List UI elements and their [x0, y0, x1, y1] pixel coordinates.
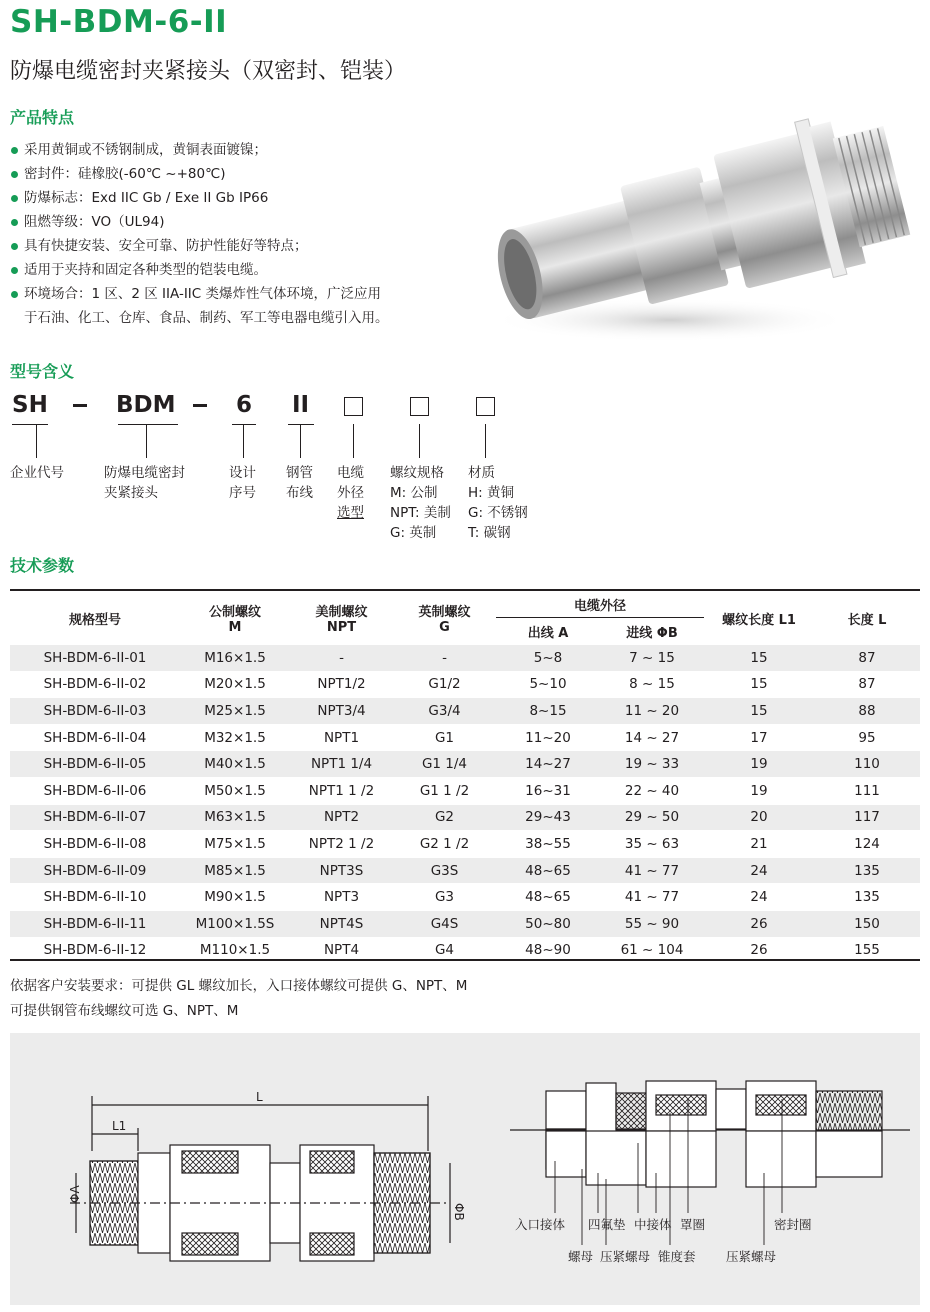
- table-cell: M90×1.5: [204, 889, 266, 906]
- leader-line: [300, 424, 301, 458]
- model-box-cable: [344, 397, 363, 416]
- part-label-press-nut: 压紧螺母: [600, 1249, 651, 1264]
- table-cell: 5~8: [496, 645, 600, 671]
- leader-line: [146, 424, 147, 458]
- table-cell: 16~31: [525, 782, 571, 799]
- model-part-company: SH: [12, 392, 48, 418]
- table-row: [10, 645, 920, 671]
- table-cell: 24: [704, 858, 814, 884]
- feature-item: 适用于夹持和固定各种类型的铠装电缆。: [10, 258, 480, 282]
- product-model-title: SH-BDM-6-II: [10, 4, 228, 40]
- table-cell: 15: [704, 698, 814, 724]
- table-row: [10, 858, 920, 884]
- table-cell: 95: [858, 729, 876, 746]
- th-in-b: 进线 ΦB: [600, 619, 704, 645]
- part-label-nut: 螺母: [568, 1249, 594, 1264]
- th-g: 英制螺纹 G: [393, 592, 496, 644]
- note-line: 可提供钢管布线螺纹可选 G、NPT、M: [10, 1003, 239, 1019]
- technical-drawing-panel: [10, 1033, 920, 1305]
- leader-line: [36, 424, 37, 458]
- feature-item: 防爆标志：Exd IIC Gb / Exe II Gb IP66: [10, 186, 480, 210]
- table-cell: SH-BDM-6-II-10: [43, 889, 147, 906]
- th-l: 长度 L: [814, 592, 920, 644]
- table-cell: 61 ~ 104: [620, 942, 684, 959]
- model-dash: [193, 404, 207, 407]
- table-cell: NPT2 1 /2: [308, 835, 375, 852]
- model-label-name: 防爆电缆密封 夹紧接头: [104, 465, 185, 501]
- table-cell: 15: [704, 645, 814, 671]
- table-cell: 8~15: [496, 698, 600, 724]
- feature-item: 密封件：硅橡胶(-60℃ ~+80℃): [10, 162, 480, 186]
- leader-line: [288, 424, 314, 425]
- table-cell: 38~55: [525, 835, 571, 852]
- dim-label-L1: L1: [112, 1119, 127, 1133]
- leader-line: [243, 424, 244, 458]
- section-features-heading: 产品特点: [10, 108, 75, 127]
- table-cell: NPT1: [323, 729, 360, 746]
- feature-item: 具有快捷安装、安全可靠、防护性能好等特点；: [10, 234, 480, 258]
- table-cell: 20: [704, 805, 814, 831]
- leader-line: [118, 424, 178, 425]
- table-cell: 11 ~ 20: [600, 698, 704, 724]
- th-spec: 规格型号: [10, 592, 180, 644]
- section-tech-heading: 技术参数: [10, 556, 75, 575]
- th-cable-od: 电缆外径: [496, 592, 704, 618]
- table-cell: G3S: [393, 858, 496, 884]
- note-line: 依据客户安装要求：可提供 GL 螺纹加长，入口接体螺纹可提供 G、NPT、M: [10, 978, 468, 994]
- model-part-name: BDM: [116, 392, 176, 418]
- part-label-inlet: 入口接体: [515, 1217, 566, 1232]
- feature-item-continued: 于石油、化工、仓库、食品、制药、军工等电器电缆引入用。: [24, 310, 389, 326]
- table-cell: M63×1.5: [180, 805, 290, 831]
- model-part-conduit: II: [292, 392, 310, 418]
- table-row: [10, 831, 920, 857]
- table-cell: 29~43: [496, 805, 600, 831]
- table-cell: -: [393, 645, 496, 671]
- model-label-conduit: 钢管 布线: [286, 465, 313, 501]
- table-cell: SH-BDM-6-II-02: [43, 676, 147, 693]
- table-cell: G3/4: [393, 698, 496, 724]
- table-cell: G1/2: [428, 676, 461, 693]
- table-cell: M110×1.5: [199, 942, 271, 959]
- table-cell: 35 ~ 63: [624, 835, 680, 852]
- table-cell: 88: [814, 698, 920, 724]
- feature-item: 阻燃等级：VO（UL94): [10, 210, 480, 234]
- table-cell: SH-BDM-6-II-04: [43, 729, 147, 746]
- model-label-design: 设计 序号: [229, 465, 256, 501]
- table-cell: 55 ~ 90: [600, 911, 704, 937]
- spec-table-body: [10, 645, 920, 963]
- part-label-cone: 锥度套: [658, 1249, 696, 1264]
- table-cell: 7 ~ 15: [600, 645, 704, 671]
- table-cell: 24: [750, 889, 768, 906]
- table-cell: 87: [814, 645, 920, 671]
- dim-label-phiA: ΦA: [68, 1185, 82, 1203]
- table-cell: 50~80: [496, 911, 600, 937]
- table-cell: 22 ~ 40: [624, 782, 680, 799]
- table-cell: M20×1.5: [204, 676, 266, 693]
- table-cell: G2 1 /2: [419, 835, 470, 852]
- table-cell: M32×1.5: [204, 729, 266, 746]
- table-cell: NPT3S: [290, 858, 393, 884]
- table-cell: SH-BDM-6-II-06: [43, 782, 147, 799]
- table-cell: G1: [434, 729, 455, 746]
- table-cell: NPT3/4: [290, 698, 393, 724]
- table-cell: SH-BDM-6-II-01: [10, 645, 180, 671]
- table-cell: M85×1.5: [180, 858, 290, 884]
- table-cell: 21: [750, 835, 768, 852]
- table-cell: 26: [704, 911, 814, 937]
- leader-line: [485, 424, 486, 458]
- table-cell: 41 ~ 77: [624, 889, 680, 906]
- table-cell: 110: [814, 751, 920, 777]
- th-l1: 螺纹长度 L1: [704, 592, 814, 644]
- table-cell: SH-BDM-6-II-08: [43, 835, 147, 852]
- model-dash: [73, 404, 87, 407]
- table-cell: 87: [858, 676, 876, 693]
- product-photo: [470, 88, 925, 350]
- spec-table: [10, 591, 920, 964]
- table-cell: 26: [750, 942, 768, 959]
- th-npt: 美制螺纹 NPT: [290, 592, 393, 644]
- feature-list: [10, 138, 480, 330]
- table-row: [10, 778, 920, 804]
- leader-line: [419, 424, 420, 458]
- table-cell: 150: [814, 911, 920, 937]
- table-cell: NPT1/2: [317, 676, 366, 693]
- th-metric: 公制螺纹 M: [180, 592, 290, 644]
- table-cell: M40×1.5: [180, 751, 290, 777]
- table-cell: 15: [750, 676, 768, 693]
- model-label-cable: 电缆 外径 选型: [337, 465, 364, 521]
- part-label-cap: 罩圈: [680, 1217, 706, 1232]
- table-cell: SH-BDM-6-II-11: [10, 911, 180, 937]
- table-cell: 124: [854, 835, 880, 852]
- part-label-middle: 中接体: [634, 1217, 672, 1232]
- table-cell: 11~20: [525, 729, 571, 746]
- table-row: [10, 751, 920, 777]
- table-cell: G1 1 /2: [419, 782, 470, 799]
- table-cell: 14~27: [496, 751, 600, 777]
- table-cell: 48~90: [525, 942, 571, 959]
- table-cell: NPT4S: [290, 911, 393, 937]
- product-subtitle: 防爆电缆密封夹紧接头（双密封、铠装）: [10, 59, 407, 84]
- table-cell: 155: [854, 942, 880, 959]
- model-box-material: [476, 397, 495, 416]
- table-cell: M50×1.5: [204, 782, 266, 799]
- table-row: [10, 884, 920, 910]
- assembly-drawing: [10, 1033, 920, 1305]
- table-cell: NPT4: [323, 942, 360, 959]
- section-model-heading: 型号含义: [10, 362, 75, 381]
- table-row: [10, 672, 920, 698]
- dim-label-phiB: ΦB: [452, 1203, 466, 1221]
- table-cell: 19: [704, 751, 814, 777]
- table-cell: 8 ~ 15: [629, 676, 675, 693]
- table-cell: SH-BDM-6-II-12: [43, 942, 147, 959]
- part-label-press-nut-2: 压紧螺母: [726, 1249, 777, 1264]
- table-cell: G2: [393, 805, 496, 831]
- table-cell: 135: [854, 889, 880, 906]
- model-label-material: 材质 H: 黄铜 G: 不锈钢 T: 碳钢: [468, 465, 528, 541]
- table-cell: 14 ~ 27: [624, 729, 680, 746]
- part-label-seal: 密封圈: [774, 1217, 812, 1232]
- part-label-ptfe-washer: 四氟垫: [588, 1217, 626, 1232]
- model-label-company: 企业代号: [10, 465, 64, 481]
- table-cell: 117: [814, 805, 920, 831]
- table-cell: SH-BDM-6-II-03: [10, 698, 180, 724]
- table-cell: M25×1.5: [180, 698, 290, 724]
- model-part-design: 6: [236, 392, 253, 418]
- table-cell: M75×1.5: [204, 835, 266, 852]
- model-box-thread: [410, 397, 429, 416]
- table-cell: -: [290, 645, 393, 671]
- feature-item: 采用黄铜或不锈钢制成，黄铜表面镀镍；: [10, 138, 480, 162]
- leader-line: [232, 424, 256, 425]
- table-cell: NPT3: [323, 889, 360, 906]
- table-cell: M16×1.5: [180, 645, 290, 671]
- table-row: [10, 911, 920, 937]
- table-bottom-rule: [10, 959, 920, 961]
- table-cell: SH-BDM-6-II-09: [10, 858, 180, 884]
- table-cell: 48~65: [496, 858, 600, 884]
- model-label-thread: 螺纹规格 M: 公制 NPT: 美制 G: 英制: [390, 465, 451, 541]
- table-row: [10, 698, 920, 724]
- table-row: [10, 725, 920, 751]
- table-cell: G4: [434, 942, 455, 959]
- table-cell: 135: [814, 858, 920, 884]
- table-cell: 19: [750, 782, 768, 799]
- table-cell: 5~10: [529, 676, 567, 693]
- th-out-a: 出线 A: [496, 619, 600, 645]
- table-cell: G1 1/4: [393, 751, 496, 777]
- table-cell: 48~65: [525, 889, 571, 906]
- table-cell: SH-BDM-6-II-07: [10, 805, 180, 831]
- table-cell: 29 ~ 50: [600, 805, 704, 831]
- table-cell: 41 ~ 77: [600, 858, 704, 884]
- leader-line: [353, 424, 354, 458]
- feature-item: 环境场合：1 区、2 区 IIA-IIC 类爆炸性气体环境，广泛应用: [10, 282, 480, 306]
- table-cell: NPT1 1/4: [290, 751, 393, 777]
- table-cell: 19 ~ 33: [600, 751, 704, 777]
- table-cell: G3: [434, 889, 455, 906]
- table-cell: NPT2: [290, 805, 393, 831]
- leader-line: [12, 424, 48, 425]
- table-cell: NPT1 1 /2: [308, 782, 375, 799]
- table-cell: G4S: [393, 911, 496, 937]
- table-cell: M100×1.5S: [180, 911, 290, 937]
- table-cell: 111: [854, 782, 880, 799]
- dim-label-L: L: [256, 1090, 263, 1104]
- table-cell: SH-BDM-6-II-05: [10, 751, 180, 777]
- table-row: [10, 805, 920, 831]
- table-cell: 17: [750, 729, 768, 746]
